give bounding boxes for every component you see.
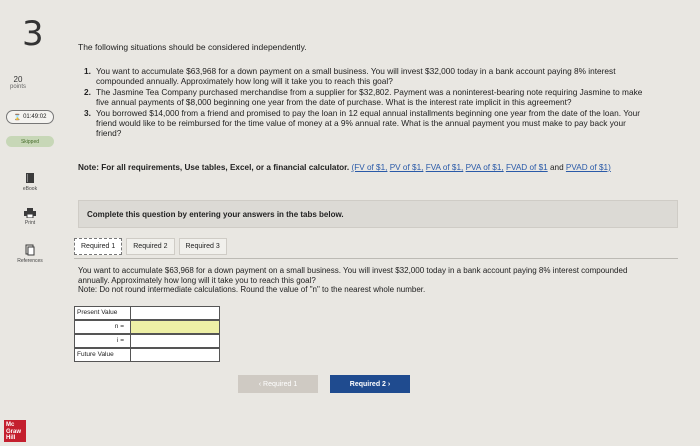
requirement-tabs: [74, 238, 227, 255]
grid-row-future-value: [74, 348, 220, 362]
hourglass-icon: ⌛: [13, 114, 22, 121]
references-link[interactable]: [12, 244, 48, 264]
tab-divider: [74, 258, 678, 259]
tab-required-3[interactable]: Required 3: [179, 238, 227, 255]
nav-buttons: [238, 375, 410, 393]
points-block: [8, 75, 28, 90]
future-value-label: Future Value: [74, 348, 131, 362]
link-fvad[interactable]: FVAD of $1: [505, 163, 548, 172]
print-link[interactable]: [12, 208, 48, 226]
link-fv[interactable]: (FV of $1,: [351, 163, 388, 172]
note-bold: Note: For all requirements, Use tables, Excel, or a financial calculator.: [78, 163, 350, 172]
ebook-label: eBook: [22, 186, 38, 192]
link-pv[interactable]: PV of $1,: [389, 163, 424, 172]
list-item: 3. You borrowed $14,000 from a friend and promised to pay the loan in 12 equal annual installments beginning one year from the date of the loan. Your friend would like to be reimbursed for the time value of money at a 9% annual rate. What is the annual payment you must make to pay back your friend?: [84, 108, 640, 138]
i-cell: [131, 334, 220, 348]
mcgraw-hill-logo: Mc Graw Hill: [4, 420, 26, 442]
n-input[interactable]: [131, 320, 220, 334]
list-item: 1. You want to accumulate $63,968 for a down payment on a small business. You will invest $32,000 today in a bank account paying 8% interest compounded annually. Approximately how long will it take you to reach this goal?: [84, 66, 616, 86]
book-icon: [25, 172, 35, 184]
printer-icon: [24, 208, 36, 218]
future-value-cell: [131, 348, 220, 362]
references-label: References: [17, 258, 43, 264]
grid-row-i: [74, 334, 220, 348]
timer-pill[interactable]: [6, 110, 54, 124]
timer-value: 01:49:02: [23, 114, 47, 120]
link-pva[interactable]: PVA of $1,: [465, 163, 504, 172]
present-value-cell: [131, 306, 220, 320]
tab-required-1[interactable]: Required 1: [74, 238, 122, 255]
answer-grid: [74, 306, 220, 362]
calculator-note: Note: For all requirements, Use tables, Excel, or a financial calculator. (FV of $1, PV of $1, FVA of $1, PVA of $1, FVAD of $1 and PVAD of $1): [78, 163, 611, 172]
points-value: 20: [13, 75, 23, 84]
instructions-banner: Complete this question by entering your answers in the tabs below.: [78, 200, 678, 228]
status-badge: Skipped: [6, 136, 54, 147]
n-label: n =: [74, 320, 131, 334]
grid-row-n: [74, 320, 220, 334]
print-label: Print: [24, 220, 36, 226]
requirement-instructions: You want to accumulate $63,968 for a down payment on a small business. You will invest $32,000 today in a bank account paying 8% interest compounded annually. Approximately how long will it take you to reach this goal? Note: Do not round intermediate calculations. Round the value of "n" to the nearest whole number.: [78, 266, 628, 294]
link-fva[interactable]: FVA of $1,: [425, 163, 464, 172]
present-value-label: Present Value: [74, 306, 131, 320]
intro-text: The following situations should be considered independently.: [78, 42, 307, 52]
list-item: 2. The Jasmine Tea Company purchased merchandise from a supplier for $32,802. Payment was a noninterest-bearing note requiring Jasmine to make five annual payments of $8,000 beginning one year from the date of purchase. What is the interest rate implicit in this agreement?: [84, 87, 643, 107]
tab-required-2[interactable]: Required 2: [126, 238, 174, 255]
link-pvad[interactable]: PVAD of $1): [565, 163, 611, 172]
left-rail: [0, 0, 62, 446]
references-icon: [25, 244, 35, 256]
next-required-button[interactable]: Required 2 ›: [330, 375, 410, 393]
points-label: points: [9, 84, 26, 90]
ebook-link[interactable]: [12, 172, 48, 192]
grid-row-present-value: [74, 306, 220, 320]
question-number: 3: [22, 14, 44, 54]
i-label: i =: [74, 334, 131, 348]
situation-list: [84, 66, 644, 139]
prev-required-button[interactable]: ‹ Required 1: [238, 375, 318, 393]
